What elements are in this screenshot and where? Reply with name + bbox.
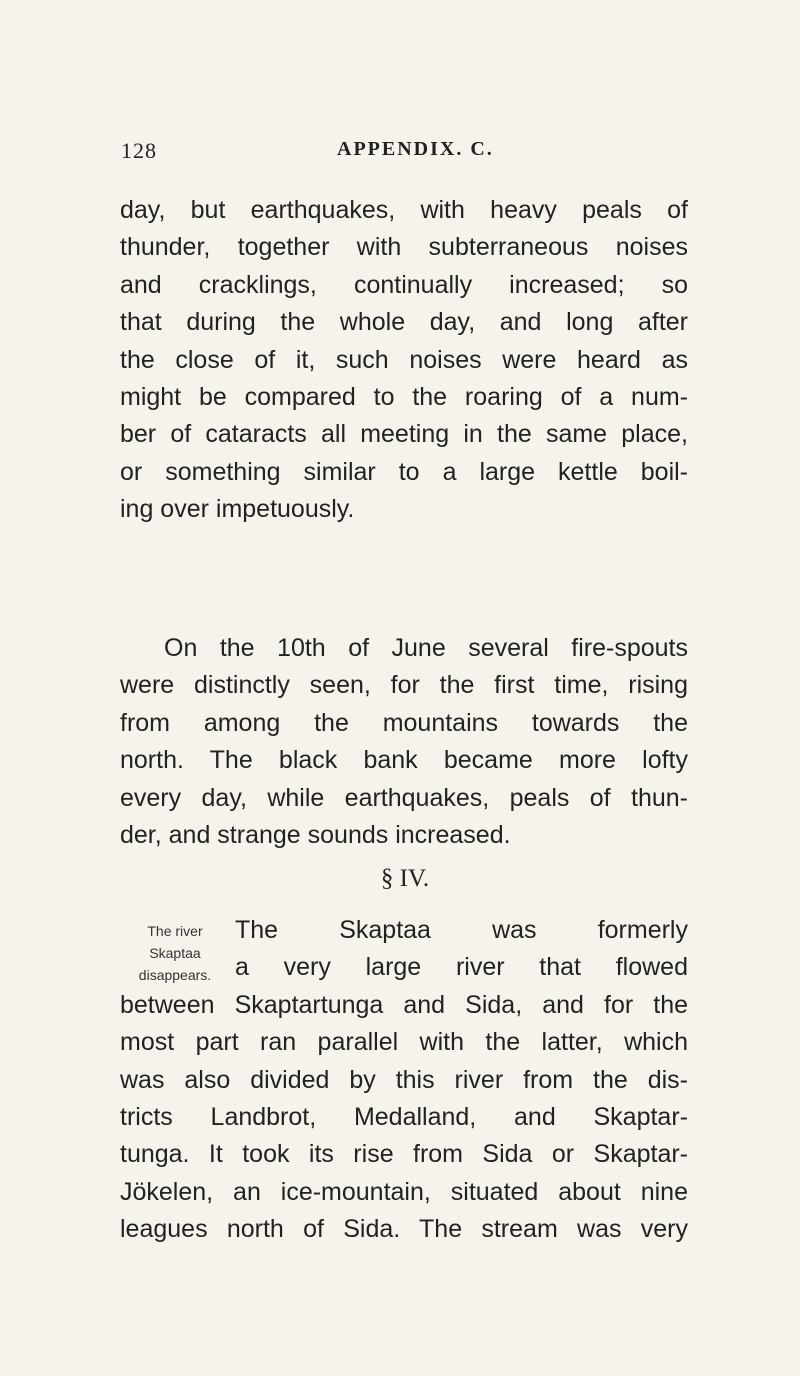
paragraph-2 <box>120 630 688 854</box>
text-line: On the 10th of June several fire-spouts <box>164 634 688 662</box>
text-line: tricts Landbrot, Medalland, and Skaptar- <box>120 1103 688 1132</box>
section-heading: § IV. <box>380 865 430 892</box>
text-line: the close of it, such noises were heard as <box>120 345 688 374</box>
text-line: leagues north of Sida. The stream was very <box>120 1215 688 1244</box>
marginal-note-line: The river Skaptaa <box>147 923 203 961</box>
text-line: between Skaptartunga and Sida, and for the <box>120 990 688 1019</box>
text-line: a very large river that flowed <box>235 953 688 982</box>
text-line: most part ran parallel with the latter, which <box>120 1028 688 1057</box>
text-line: day, but earthquakes, with heavy peals of <box>120 196 688 224</box>
text-line: Jökelen, an ice-mountain, situated about nine <box>120 1177 688 1206</box>
text-line: north. The black bank became more lofty <box>120 746 688 775</box>
paragraph-1 <box>120 192 688 529</box>
text-line: was also divided by this river from the dis- <box>120 1065 688 1094</box>
text-line: or something similar to a large kettle boil- <box>120 457 688 486</box>
text-line: might be compared to the roaring of a num- <box>120 383 688 412</box>
text-line: ing over impetuously. <box>120 495 355 524</box>
paragraph-3 <box>120 912 688 1249</box>
text-line: that during the whole day, and long after <box>120 308 688 337</box>
text-line: from among the mountains towards the <box>120 708 688 737</box>
text-line: The Skaptaa was formerly <box>235 916 688 944</box>
marginal-note-line: disappears. <box>138 967 212 983</box>
text-line: tunga. It took its rise from Sida or Skaptar- <box>120 1140 688 1169</box>
page-number: 128 <box>121 138 157 163</box>
text-line: ber of cataracts all meeting in the same place, <box>120 420 688 449</box>
text-line: der, and strange sounds increased. <box>120 821 511 850</box>
page-header <box>121 138 681 168</box>
text-line: and cracklings, continually increased; so <box>120 270 688 299</box>
text-line: were distinctly seen, for the first time, rising <box>120 671 688 700</box>
text-line: thunder, together with subterraneous noises <box>120 233 688 262</box>
text-line: every day, while earthquakes, peals of thun- <box>120 783 688 812</box>
running-head: APPENDIX. C. <box>337 138 494 160</box>
